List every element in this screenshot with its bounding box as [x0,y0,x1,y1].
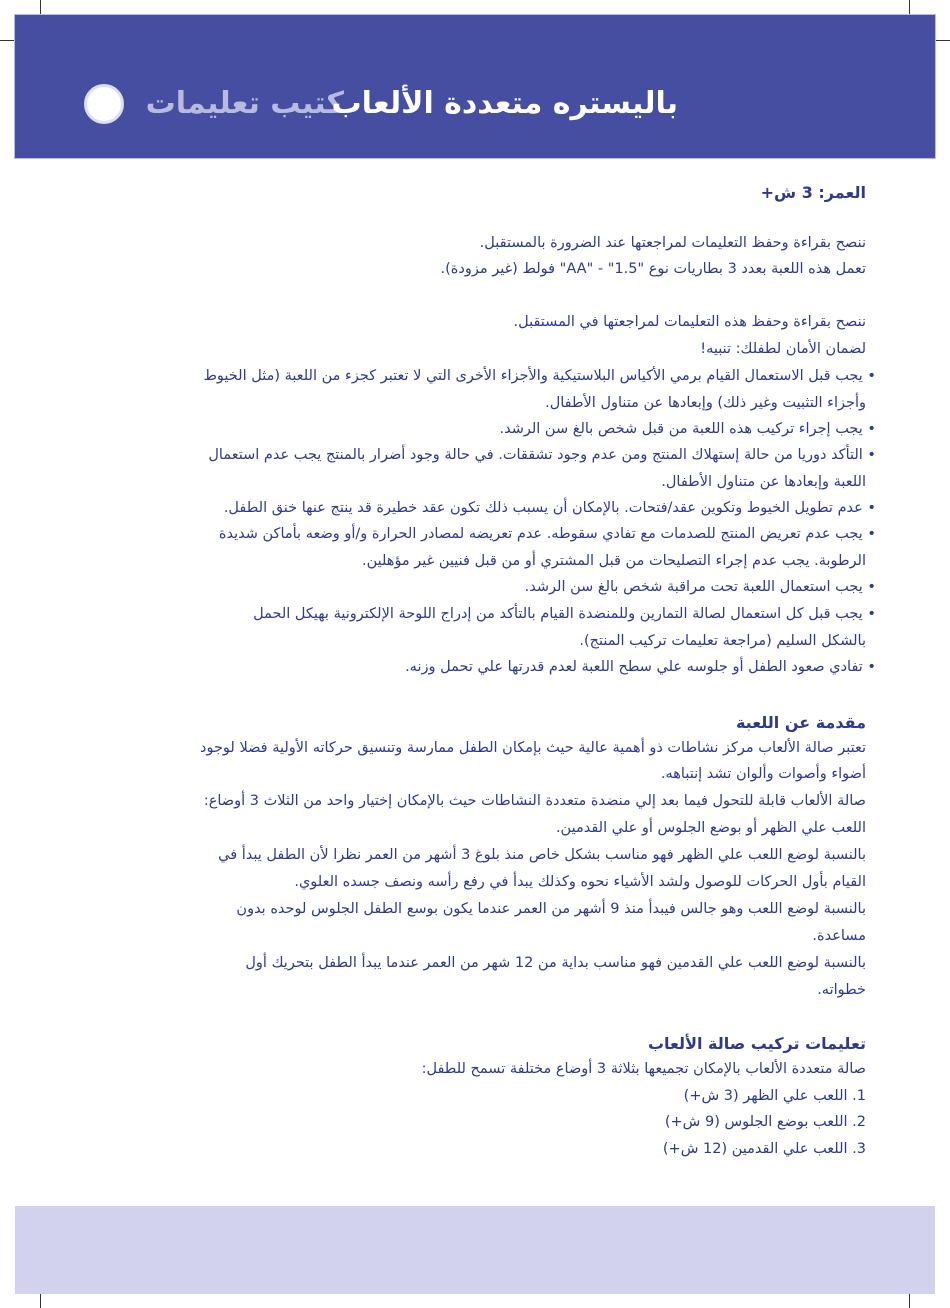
bullet-item: • تفادي صعود الطفل أو جلوسه علي سطح اللعبة لعدم قدرتها علي تحمل وزنه. [405,659,876,675]
page-title: باليستره متعددة الألعاب [331,86,678,121]
bullet-item: • عدم تطويل الخيوط وتكوين عقد/فتحات. بالإمكان أن يسبب ذلك تكون عقد خطيرة قد ينتج عنها خنق الطفل. [223,500,876,516]
paragraph-line: بالنسبة لوضع اللعب وهو جالس فيبدأ منذ 9 أشهر من العمر عندما يكون بوسع الطفل الجلوس لوحده بدون [236,901,866,917]
bullet-text: يجب استعمال اللعبة تحت مراقبة شخص بالغ سن الرشد. [524,579,863,595]
bullet-text: يجب قبل الاستعمال القيام برمي الأكياس البلاستيكية والأجزاء الأخرى التي لا تعتبر كجزء من اللعبة (مثل الخيوط [203,368,863,384]
safety-line: ننصح بقراءة وحفظ هذه التعليمات لمراجعتها في المستقبل. [513,314,866,330]
paragraph-line: أضواء وأصوات وألوان تشد إنتباهه. [660,766,866,782]
paragraph-line: خطواته. [817,982,866,998]
intro-line: تعمل هذه اللعبة بعدد 3 بطاريات نوع "1.5" - "AA" فولط (غير مزودة). [440,261,866,277]
bullet-text: يجب إجراء تركيب هذه اللعبة من قبل شخص بالغ سن الرشد. [499,421,863,437]
paragraph-line: تعتبر صالة الألعاب مركز نشاطات ذو أهمية عالية حيث بإمكان الطفل ممارسة وتنسيق حركاته الأولية فضلا لوجود [200,740,866,756]
crop-mark [909,0,910,15]
bullet-text: تفادي صعود الطفل أو جلوسه علي سطح اللعبة لعدم قدرتها علي تحمل وزنه. [405,659,863,675]
bullet-text: عدم تطويل الخيوط وتكوين عقد/فتحات. بالإمكان أن يسبب ذلك تكون عقد خطيرة قد ينتج عنها خنق الطفل. [223,500,863,516]
paragraph-line: صالة متعددة الألعاب بالإمكان تجميعها بثلاثة 3 أوضاع مختلفة تسمح للطفل: [421,1061,866,1077]
bullet-item: • يجب عدم تعريض المنتج للصدمات مع تفادي سقوطه. عدم تعريضه لمصادر الحرارة و/أو وضعه بأماكن شديدة [218,526,876,542]
safety-warning: لضمان الأمان لطفلك: تنبيه! [700,341,866,357]
list-item: 1. اللعب علي الظهر (3 ش+) [683,1088,866,1104]
list-item: 2. اللعب بوضع الجلوس (9 ش+) [664,1114,866,1130]
crop-mark [0,40,15,41]
crop-mark [40,0,41,15]
bullet-text: يجب عدم تعريض المنتج للصدمات مع تفادي سقوطه. عدم تعريضه لمصادر الحرارة و/أو وضعه بأماكن شديدة [218,526,863,542]
paragraph-line: صالة الألعاب قابلة للتحول فيما بعد إلي منضدة متعددة النشاطات حيث بالإمكان إختيار واحد من الثلاث 3 أوضاع: [203,793,866,809]
paragraph-line: بالنسبة لوضع اللعب علي الظهر فهو مناسب بشكل خاص منذ بلوغ 3 أشهر من العمر نظرا لأن الطفل يبدأ في [218,847,866,863]
bullet-text: التأكد دوريا من حالة إستهلاك المنتج ومن عدم وجود تشققات. في حالة وجود أضرار بالمنتج يجب عدم استعمال [208,447,863,463]
bullet-continuation: بالشكل السليم (مراجعة تعليمات تركيب المنتج). [579,633,866,649]
intro-line: ننصح بقراءة وحفظ التعليمات لمراجعتها عند الضرورة بالمستقبل. [479,235,866,251]
bullet-item: • يجب استعمال اللعبة تحت مراقبة شخص بالغ سن الرشد. [524,579,876,595]
list-item: 3. اللعب علي القدمين (12 ش+) [662,1141,866,1157]
paragraph-line: مساعدة. [812,928,866,944]
paragraph-line: اللعب علي الظهر أو بوضع الجلوس أو علي القدمين. [555,820,866,836]
paragraph-line: بالنسبة لوضع اللعب علي القدمين فهو مناسب بداية من 12 شهر من العمر عندما يبدأ الطفل بتحريك أول [245,955,866,971]
bullet-continuation: الرطوبة. يجب عدم إجراء التصليحات من قبل المشتري أو من قبل فنيين غير مؤهلين. [361,553,866,569]
bullet-continuation: وأجزاء التثبيت وغير ذلك) وإبعادها عن متناول الأطفال. [545,395,866,411]
footer-band [15,1206,935,1294]
bullet-item: • يجب إجراء تركيب هذه اللعبة من قبل شخص بالغ سن الرشد. [499,421,876,437]
section-heading: تعليمات تركيب صالة الألعاب [647,1034,866,1053]
crop-mark [909,1294,910,1308]
crop-mark [935,40,950,41]
bullet-item: • التأكد دوريا من حالة إستهلاك المنتج ومن عدم وجود تشققات. في حالة وجود أضرار بالمنتج يجب عدم استعمال [208,447,876,463]
age-label: العمر: 3 ش+ [760,183,866,202]
bullet-item: • يجب قبل الاستعمال القيام برمي الأكياس البلاستيكية والأجزاء الأخرى التي لا تعتبر كجزء من اللعبة (مثل الخيوط [203,368,876,384]
bullet-item: • يجب قبل كل استعمال لصالة التمارين وللمنضدة القيام بالتأكد من إدراج اللوحة الإلكترونية بهيكل الحمل [253,606,876,622]
section-heading: مقدمة عن اللعبة [735,713,866,732]
bullet-text: يجب قبل كل استعمال لصالة التمارين وللمنضدة القيام بالتأكد من إدراج اللوحة الإلكترونية بهيكل الحمل [253,606,863,622]
bullet-continuation: اللعبة وإبعادها عن متناول الأطفال. [661,474,866,490]
document-body [88,0,876,1200]
crop-mark [40,1294,41,1308]
manual-subtitle: كتيب تعليمات [145,86,344,121]
paragraph-line: القيام بأول الحركات للوصول ولشد الأشياء نحوه وكذلك يبدأ في رفع رأسه ونصف جسده العلوي. [294,874,866,890]
